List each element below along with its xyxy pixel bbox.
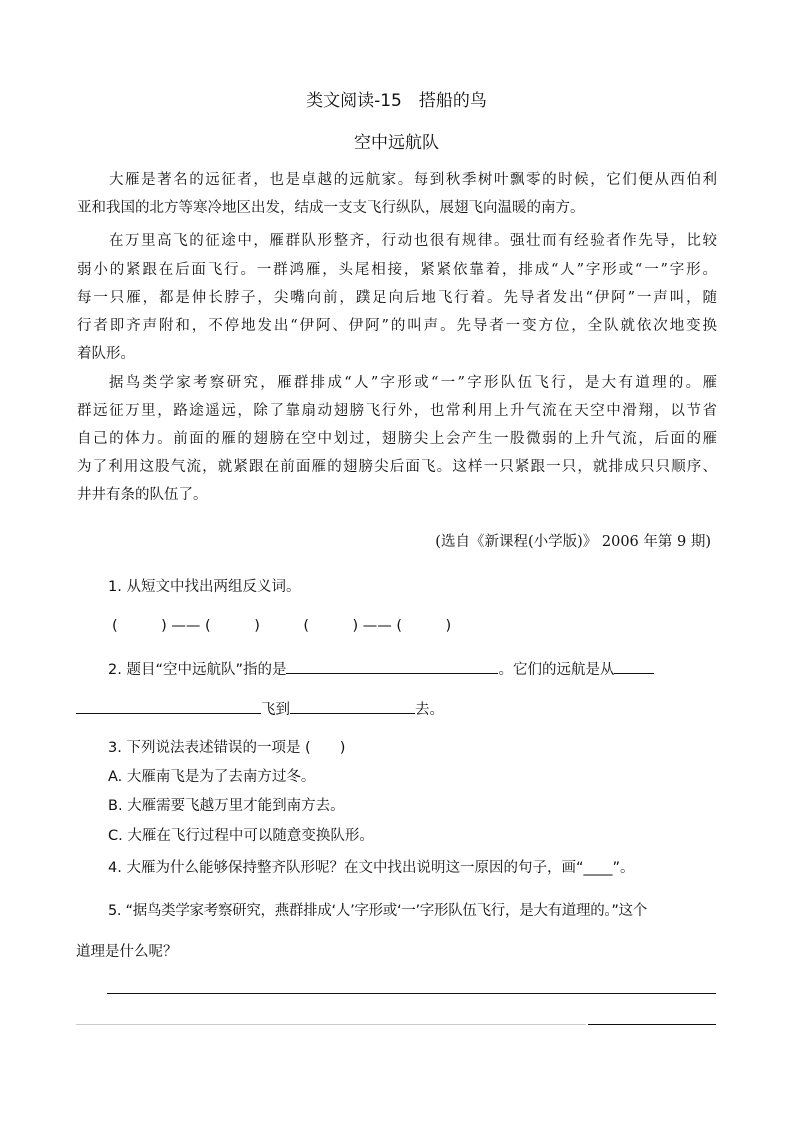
passage-line: 弱小的紧跟在后面飞行。一群鸿雁，头尾相接，紧紧依靠着，排成“人”字形或“一”字形。 <box>77 262 717 278</box>
question-1: 1. 从短文中找出两组反义词。 <box>108 579 301 595</box>
question-2-cont <box>76 698 444 719</box>
passage-line: 每一只雁，都是伸长脖子，尖嘴向前，蹼足向后地飞行着。先导者发出“伊阿”一声叫，随 <box>77 290 717 306</box>
answer-line[interactable] <box>588 1024 716 1025</box>
question-1-blanks[interactable]: ( ) —— ( ) ( ) —— ( ) <box>112 618 452 634</box>
passage-line: 亚和我国的北方等寒冷地区出发，结成一支支飞行纵队，展翅飞向温暖的南方。 <box>77 200 585 216</box>
answer-line[interactable] <box>76 1024 586 1025</box>
passage-line: 为了利用这股气流，就紧跟在前面雁的翅膀尖后面飞。这样一只紧跟一只，就排成只只顺序、 <box>77 459 717 475</box>
question-5-cont: 道理是什么呢？ <box>76 944 178 960</box>
passage-line: 据鸟类学家考察研究，雁群排成“人”字形或“一”字形队伍飞行，是大有道理的。雁 <box>109 375 717 391</box>
passage-line: 在万里高飞的征途中，雁群队形整齐，行动也很有规律。强壮而有经验者作先导，比较 <box>109 233 717 249</box>
question-5: 5. “据鸟类学家考察研究，燕群排成‘人’字形或‘一’字形队伍飞行，是大有道理的。”这个 <box>108 903 647 919</box>
passage-line: 着队形。 <box>77 346 135 362</box>
passage-line: 大雁是著名的远征者，也是卓越的远航家。每到秋季树叶飘零的时候，它们便从西伯利 <box>109 172 717 188</box>
option-b: B. 大雁需要飞越万里才能到南方去。 <box>108 798 345 814</box>
answer-blank[interactable] <box>286 659 498 674</box>
question-2 <box>108 658 654 679</box>
answer-blank[interactable] <box>614 659 654 674</box>
option-a: A. 大雁南飞是为了去南方过冬。 <box>108 769 316 785</box>
page-title: 类文阅读-15 搭船的鸟 <box>306 91 487 111</box>
passage-line: 群远征万里，路途遥远，除了靠扇动翅膀飞行外，也常利用上升气流在天空中滑翔，以节省 <box>77 403 717 419</box>
question-4: 4. 大雁为什么能够保持整齐队形呢？在文中找出说明这一原因的句子，画“____”。 <box>108 860 635 876</box>
passage-line: 行者即齐声附和，不停地发出“伊阿、伊阿”的叫声。先导者一变方位，全队就依次地变换 <box>77 318 717 334</box>
answer-blank[interactable] <box>290 699 415 714</box>
question-2-text: 去。 <box>415 702 444 718</box>
passage-title: 空中远航队 <box>354 133 439 153</box>
answer-line[interactable] <box>107 993 716 994</box>
question-2-text: 2. 题目“空中远航队”指的是 <box>108 662 287 678</box>
passage-line: 自己的体力。前面的雁的翅膀在空中划过，翅膀尖上会产生一股微弱的上升气流，后面的雁 <box>77 431 717 447</box>
passage-line: 井井有条的队伍了。 <box>77 487 208 503</box>
source-citation: (选自《新课程(小学版)》 2006 年第 9 期) <box>435 534 711 550</box>
option-c: C. 大雁在飞行过程中可以随意变换队形。 <box>108 828 374 844</box>
question-2-text: 飞到 <box>261 702 290 718</box>
question-2-text: 。它们的远航是从 <box>498 662 615 678</box>
question-3: 3. 下列说法表述错误的一项是 ( ) <box>108 740 346 756</box>
answer-blank[interactable] <box>76 699 261 714</box>
